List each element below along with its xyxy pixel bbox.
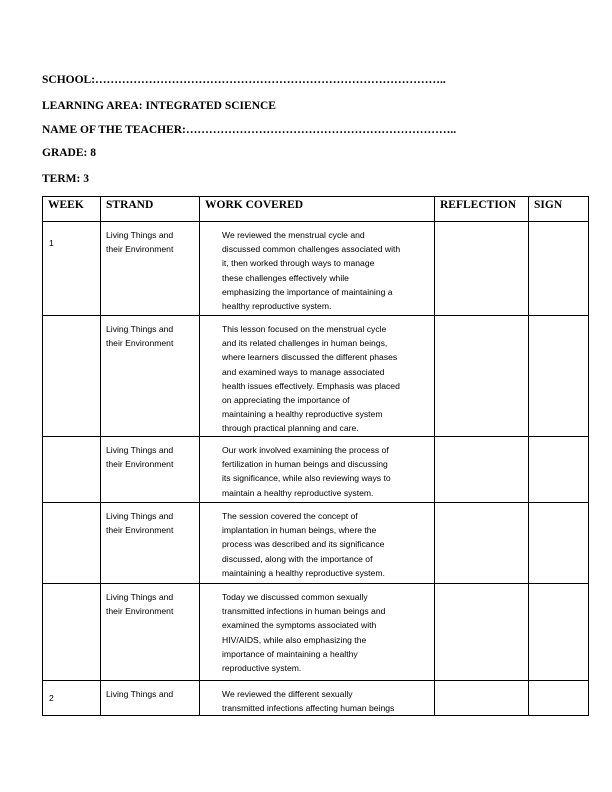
work-line: The session covered the concept of: [222, 511, 358, 521]
column-header-week: WEEK: [43, 197, 101, 222]
week-cell: [43, 584, 101, 681]
column-header-strand: STRAND: [101, 197, 200, 222]
work-covered-cell: [200, 222, 435, 316]
sign-cell: [529, 503, 589, 584]
sign-cell: [529, 222, 589, 316]
strand-line: their Environment: [106, 338, 174, 349]
work-line: This lesson focused on the menstrual cycle: [222, 324, 387, 334]
work-line: discussed common challenges associated with: [222, 244, 401, 255]
work-covered-cell: [200, 437, 435, 503]
work-line: where learners discussed the different phases: [222, 352, 398, 363]
strand-line: Living Things and: [106, 511, 174, 521]
work-line: We reviewed the menstrual cycle and: [222, 230, 365, 240]
sign-cell: [529, 584, 589, 681]
strand-cell: [101, 437, 200, 503]
work-line: on appreciating the importance of: [222, 395, 350, 406]
school-field: SCHOOL:………………………………………………………………………………..: [42, 74, 446, 86]
record-of-work-table: [42, 196, 589, 716]
strand-cell: [101, 222, 200, 316]
reflection-cell: [435, 437, 529, 503]
column-header-sign: SIGN: [529, 197, 589, 222]
work-line: maintaining a healthy reproductive system: [222, 409, 383, 420]
strand-cell: [101, 584, 200, 681]
table-row: [43, 437, 589, 503]
column-header-reflection: REFLECTION: [435, 197, 529, 222]
strand-line: Living Things and: [106, 445, 174, 455]
strand-line: their Environment: [106, 459, 174, 470]
strand-cell: [101, 503, 200, 584]
strand-line: Living Things and: [106, 230, 174, 240]
week-cell: [43, 503, 101, 584]
teacher-name-field: NAME OF THE TEACHER:……………………………………………………………..: [42, 124, 457, 136]
work-line: fertilization in human beings and discussing: [222, 459, 388, 470]
term: TERM: 3: [42, 173, 89, 185]
table-row: [43, 584, 589, 681]
work-covered-cell: [200, 584, 435, 681]
work-line: importance of maintaining a healthy: [222, 648, 358, 659]
reflection-cell: [435, 503, 529, 584]
sign-cell: [529, 437, 589, 503]
learning-area: LEARNING AREA: INTEGRATED SCIENCE: [42, 100, 276, 112]
table-row: [43, 681, 589, 716]
strand-line: their Environment: [106, 606, 174, 617]
work-line: We reviewed the different sexually: [222, 689, 353, 699]
work-line: process was described and its significance: [222, 539, 385, 550]
column-header-work-covered: WORK COVERED: [200, 197, 435, 222]
sign-cell: [529, 316, 589, 437]
work-line: maintain a healthy reproductive system.: [222, 487, 374, 498]
table-row: [43, 222, 589, 316]
work-line: discussed, along with the importance of: [222, 553, 373, 564]
work-covered-cell: [200, 503, 435, 584]
work-line: health issues effectively. Emphasis was placed: [222, 380, 400, 391]
work-line: and examined ways to manage associated: [222, 366, 385, 377]
work-line: emphasizing the importance of maintaining a: [222, 286, 393, 297]
strand-cell: [101, 681, 200, 716]
week-cell: [43, 437, 101, 503]
work-line: and its related challenges in human beings,: [222, 338, 388, 349]
reflection-cell: [435, 681, 529, 716]
work-line: it, then worked through ways to manage: [222, 258, 375, 269]
work-line: implantation in human beings, where the: [222, 525, 377, 536]
work-line: transmitted infections affecting human beings: [222, 703, 395, 714]
sign-cell: [529, 681, 589, 716]
week-cell: 1: [43, 222, 101, 316]
work-line: Our work involved examining the process of: [222, 445, 389, 455]
table-row: [43, 503, 589, 584]
table-header-row: [43, 197, 589, 222]
work-line: maintaining a healthy reproductive system.: [222, 567, 385, 578]
work-line: examined the symptoms associated with: [222, 620, 377, 631]
work-covered-cell: [200, 681, 435, 716]
strand-line: their Environment: [106, 525, 174, 536]
reflection-cell: [435, 222, 529, 316]
week-cell: 2: [43, 681, 101, 716]
work-line: healthy reproductive system.: [222, 301, 332, 312]
work-line: transmitted infections in human beings and: [222, 606, 386, 617]
work-line: Today we discussed common sexually: [222, 592, 368, 602]
work-line: reproductive system.: [222, 663, 302, 674]
strand-line: Living Things and: [106, 592, 174, 602]
reflection-cell: [435, 584, 529, 681]
work-line: through practical planning and care.: [222, 423, 359, 434]
reflection-cell: [435, 316, 529, 437]
strand-line: Living Things and: [106, 689, 174, 699]
table-row: [43, 316, 589, 437]
work-line: HIV/AIDS, while also emphasizing the: [222, 634, 367, 645]
week-cell: [43, 316, 101, 437]
work-line: its significance, while also reviewing ways to: [222, 473, 391, 484]
work-line: these challenges effectively while: [222, 272, 349, 283]
strand-cell: [101, 316, 200, 437]
strand-line: Living Things and: [106, 324, 174, 334]
strand-line: their Environment: [106, 244, 174, 255]
work-covered-cell: [200, 316, 435, 437]
grade: GRADE: 8: [42, 147, 96, 159]
